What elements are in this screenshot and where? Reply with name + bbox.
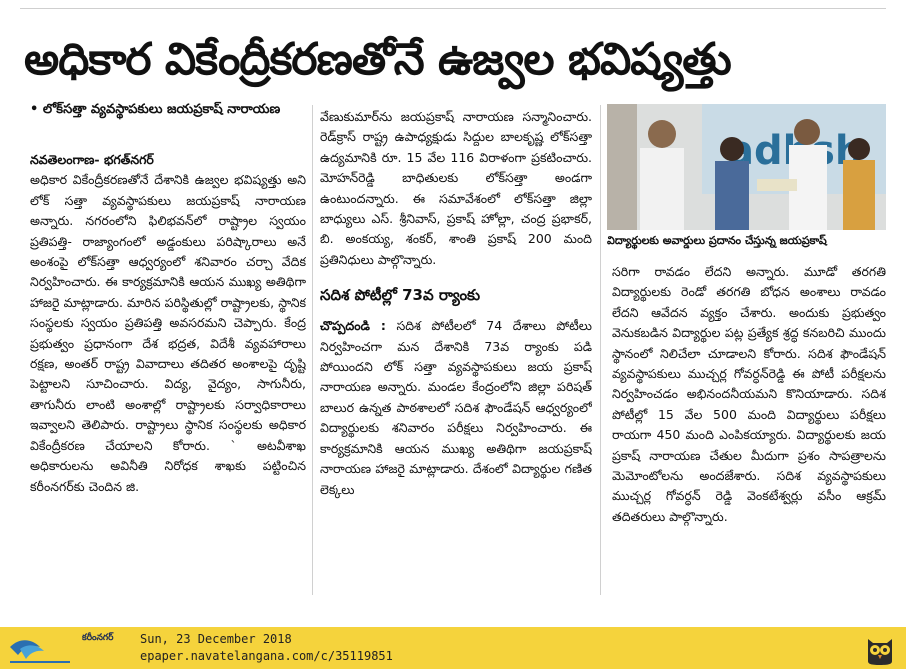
column-2-text-top: వేణుకుమార్‌ను జయప్రకాష్ నారాయణ సన్మానించారు. రెడ్‌క్రాస్ రాష్ట్ర ఉపాధ్యక్షుడు సిద్దుల బాలకృష్ణ లోక్‌సత్తా ఉద్యమానికి రూ. 15 వేల 116 విరాళంగా ప్రకటించారు. మోహన్‌రెడ్డి బాధితులకు లోక్‌సత్తా అండగా ఉంటుందన్నారు. ఈ సమావేశంలో లోక్‌సత్తా జిల్లా బాధ్యులు ఎస్. శ్రీనివాస్, ప్రకాష్ హోల్లా, చంద్ర ప్రభాకర్, బి. అంకయ్య, శంకర్, శాంతి ప్రకాష్ 200 మంది ప్రతినిధులు పాల్గొన్నారు.: [320, 109, 592, 267]
news-photo: [607, 104, 886, 230]
footer-url[interactable]: epaper.navatelangana.com/c/35119851: [140, 649, 393, 663]
article-column-3: [612, 262, 886, 592]
article-column-1: [30, 150, 306, 598]
epaper-footer: [0, 627, 906, 669]
column-divider: [312, 105, 313, 595]
column-2-text-bottom: సదిశ పోటీలలో 74 దేశాలు పోటీలు నిర్వహించగా మన దేశానికి 73వ ర్యాంకు పడి పోయిందని లోక్ సత్తా వ్యవస్థాపకులు జయ ప్రకాష్ నారాయణ అన్నారు. మండల కేంద్రంలోని జిల్లా పరిషత్ బాలుర ఉన్నత పాఠశాలలో సదిశ ఫౌండేషన్ ఆధ్వర్యంలో విద్యార్థులకు శనివారం పరీక్షలు నిర్వహించారు. ఈ కార్యక్రమానికి ఆయన ముఖ్య అతిథిగా జయప్రకాష్ నారాయణ హాజరై మాట్లాడారు. దేశంలో విద్యార్థుల గణిత లెక్కలు: [320, 318, 592, 497]
footer-district: కరీంనగర్: [82, 633, 114, 643]
footer-date: Sun, 23 December 2018: [140, 632, 292, 646]
section-heading: సదిశ పోటీల్లో 73వ ర్యాంకు: [320, 286, 481, 305]
owl-icon[interactable]: [862, 631, 898, 667]
photo-caption: విద్యార్థులకు అవార్డులు ప్రదానం చేస్తున్న జయప్రకాష్: [607, 234, 827, 247]
article-headline: అధికార వికేంద్రీకరణతోనే ఉజ్వల భవిష్యత్తు: [24, 34, 731, 85]
dateline: నవతెలంగాణ- భగత్‌నగర్: [30, 152, 154, 167]
column-divider: [600, 105, 601, 595]
column-1-text: అధికార వికేంద్రీకరణతోనే దేశానికి ఉజ్వల భవిష్యత్తు అని లోక్ సత్తా వ్యవస్థాపకులు జయప్రకాష్ నారాయణ అన్నారు. నగరంలోని ఫిలిభవన్‌లో రాష్ట్రాల స్వయం ప్రతిపత్తి- రాజ్యాంగంలో అడ్డంకులు పరిష్కారాలు అనే అంశంపై లోక్‌సత్తా ఆధ్వర్యంలో శనివారం చర్చా వేదిక నిర్వహించారు. ఈ కార్యక్రమానికి ఆయన ముఖ్య అతిథిగా హాజరై మాట్లాడారు. మారిన పరిస్థితుల్లో రాష్ట్రాలకు, స్థానిక సంస్థలకు స్వయం ప్రతిపత్తి అవసరమని చెప్పారు. కేంద్ర ప్రభుత్వం ప్రధానంగా దేశ భద్రత, విదేశీ వ్యవహారాలు రక్షణ, అంతర్ రాష్ట్ర వివాదాలు తదితర అంశాలపై దృష్టి పెట్టాలని సూచించారు. విద్య, వైద్యం, సాగునీరు, తాగునీరు లాంటి అంశాల్లో రాష్ట్రాలకు సర్వాధికారాలు ఇవ్వాలని తెలిపారు. రాష్ట్రాలు స్థానిక సంస్థలకు అధికార వికేంద్రీకరణ చేయాలని కోరారు. ` అటవీశాఖ అధికారులను అవినీతి నిరోధక శాఖకు పట్టించిన కరీంనగర్‌కు చెందిన జి.: [30, 172, 306, 494]
column-3-text: సరిగా రావడం లేదని అన్నారు. మూడో తరగతి విద్యార్థులకు రెండో తరగతి బోధన అంశాలు రావడం లేదని ఆవేదన వ్యక్తం చేశారు. అందుకు ప్రభుత్వం వెనుకబడిన విద్యార్థుల పట్ల ప్రత్యేక శ్రద్ధ కనబరిచి ముందు స్థానంలో నిలిచేలా చూడాలని కోరారు. సదిశ ఫౌండేషన్ వ్యవస్థాపకులు ముచ్చర్ల గోవర్ధన్‌రెడ్డి ఈ పోటీ పరీక్షలను నిర్వహించడం అభినందనీయమని కొనియాడారు. సదిశ పోటీల్లో 15 వేల 500 మంది విద్యార్థులు పరీక్షలు రాయగా 450 మంది ఎంపికయ్యారు. విద్యార్థులకు జయ ప్రకాష్ నారాయణ చేతుల మీదుగా ప్రశం సాపత్రాలను మెమోంటోలను అందజేశారు. సదిశ వ్యవస్థాపకులు ముచ్చర్ల గోవర్ధన్ రెడ్డి వెంకటేశ్వర్లు వసీం ఆక్రమ్ తదితరులు పాల్గొన్నారు.: [612, 264, 886, 524]
section-dateline: చొప్పదండి :: [320, 318, 386, 334]
article-column-2: [320, 107, 592, 595]
top-rule: [20, 8, 886, 9]
navatelangana-logo: [6, 633, 136, 667]
article-subhead: • లోక్‌సత్తా వ్యవస్థాపకులు జయప్రకాష్ నారాయణ: [30, 102, 281, 117]
footer-text: [140, 631, 393, 665]
